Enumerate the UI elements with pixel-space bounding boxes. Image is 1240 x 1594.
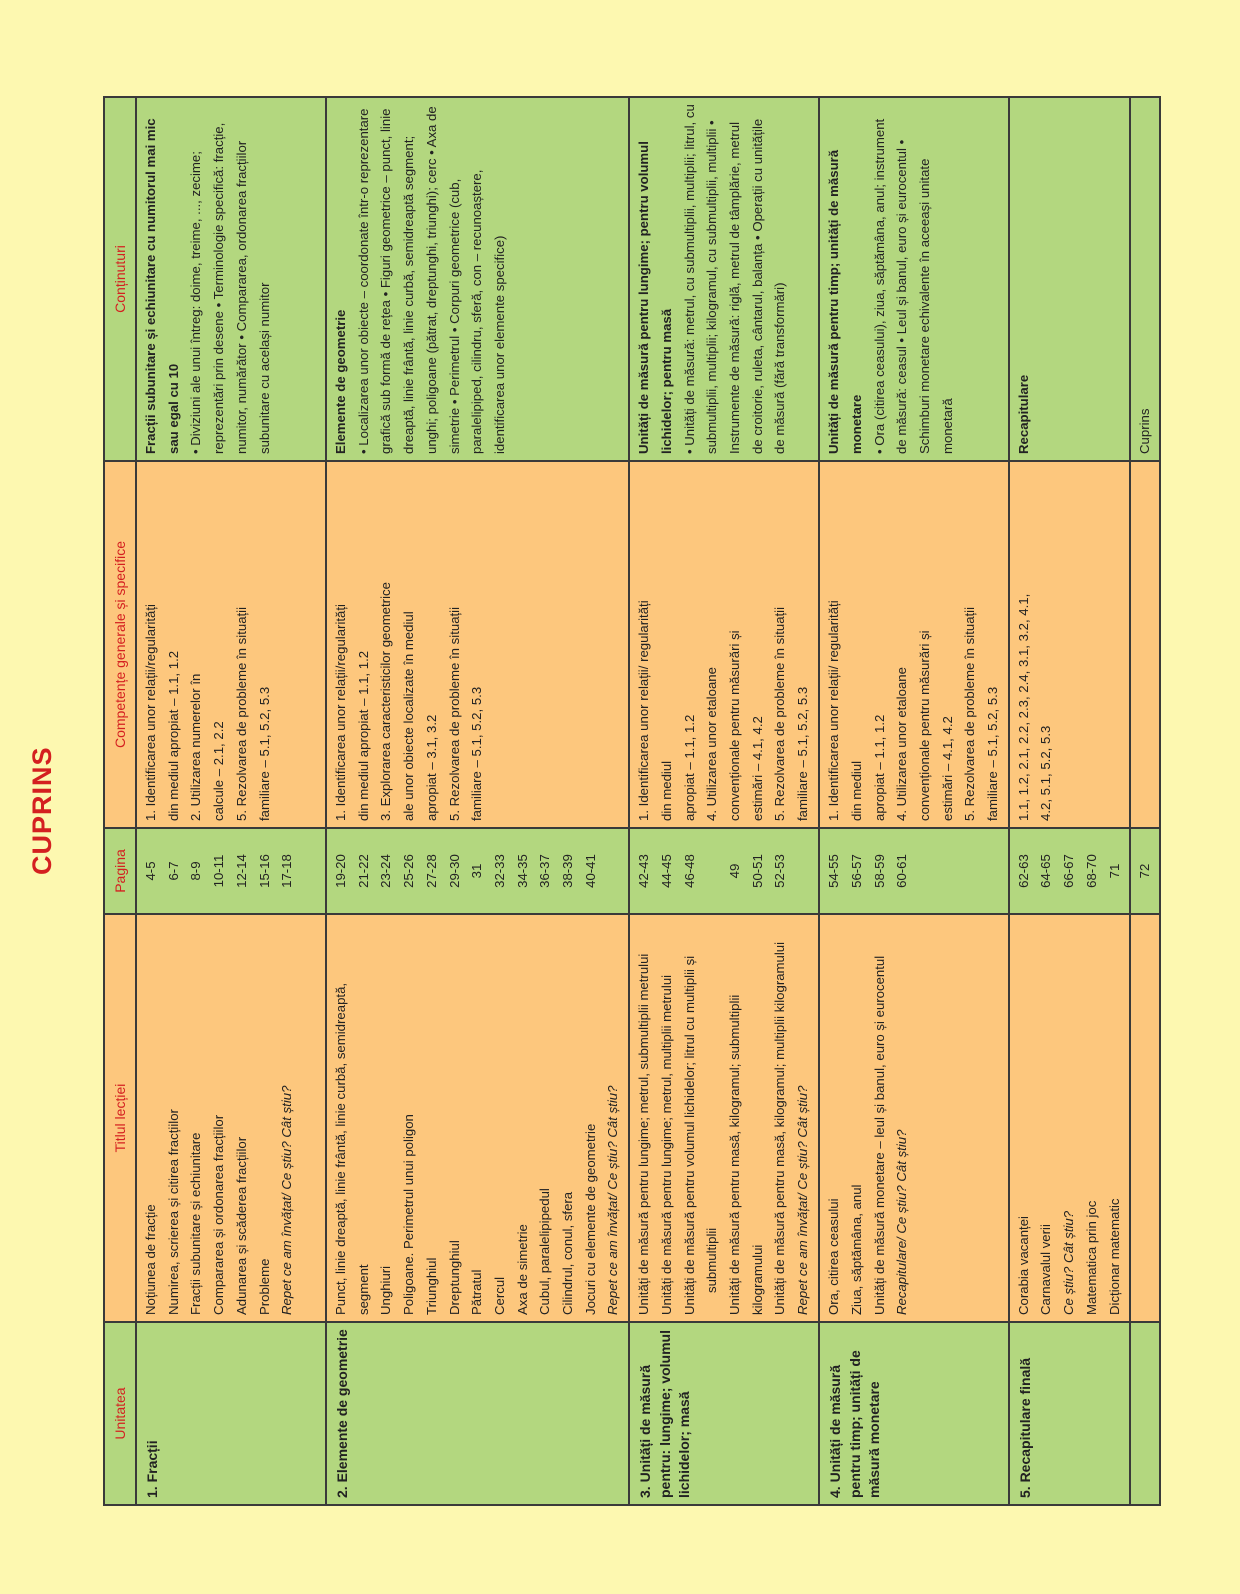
footer-competencies-cell	[1130, 461, 1160, 828]
page-title: CUPRINS	[27, 746, 57, 875]
lesson-title: Unități de măsură pentru lungime; metrul, multiplii metrului	[658, 974, 674, 1315]
contents-text: • Localizarea unor obiecte – coordonate într-o reprezentare grafică sub formă de rețea • Figuri geometrice – punct, linie dreaptă, linie frântă, linie curbă, semidreaptă segment; unghi; poligoane (pătrat, dreptunghi, triunghi); cerc • Axa de simetrie • Perimetrul • Corpuri geometrice (cub, paralelipiped, cilindru, sferă, con – recunoaștere, identificarea unor elemente specifice)	[355, 106, 507, 454]
competency-line: 1. Identificarea unor relații/ regularități	[636, 600, 652, 821]
unit-row	[629, 97, 819, 1505]
competency-line: familiare – 5.1, 5.2, 5.3	[256, 686, 272, 821]
competency-line: 2. Utilizarea numerelor în	[188, 673, 204, 821]
lesson-page: 27-28	[423, 854, 439, 888]
competency-line: 4.2, 5.1, 5.2, 5.3	[1038, 725, 1054, 821]
contents-text: • Ora (citirea ceasului), ziua, săptămâna, anul; instrument de măsură: ceasul • Leul și banul, euro și eurocentul • Schimburi monetare echivalente în aceeași unitate monetară	[871, 118, 955, 454]
competency-line: din mediul	[658, 760, 674, 821]
header-unit: Unitatea	[104, 1322, 136, 1505]
competency-line: familiare – 5.1, 5.2, 5.3	[985, 686, 1001, 821]
unit-row	[326, 97, 629, 1505]
lesson-title: Cilindrul, conul, sfera	[560, 1191, 576, 1315]
lesson-list	[1009, 914, 1131, 1322]
lesson-page: 10-11	[211, 854, 227, 888]
competencies-cell	[326, 461, 629, 828]
lesson-title: Unități de măsură monetare – leul și banul, euro și eurocentul	[871, 955, 887, 1315]
lesson-title: Ziua, săptămâna, anul	[848, 1184, 864, 1315]
contents-text: • Unități de măsură: metrul, cu submultiplii, multiplii; litrul, cu submultiplii, multiplii; kilogramul, cu submultiplii, multiplii • Instrumente de măsură: riglă, metrul de tâmplărie, metrul de croitorie, ruleta, cântarul, balanța • Operații cu unitățile de măsură (fără transformări)	[681, 104, 788, 454]
competency-line: familiare – 5.1, 5.2, 5.3	[469, 686, 485, 821]
footer-row	[1130, 97, 1160, 1505]
lesson-page: 38-39	[560, 854, 576, 888]
footer-lesson-cell	[1130, 914, 1160, 1322]
lesson-page: 4-5	[143, 861, 158, 881]
lesson-title: Unități de măsură pentru volumul lichidelor; litrul cu multiplii și	[681, 955, 697, 1315]
lesson-title: kilogramului	[749, 1244, 765, 1315]
contents-title: Fracții subunitare și echiunitare cu numitorul mai mic sau egal cu 10	[143, 118, 181, 454]
lesson-list	[629, 914, 819, 1322]
competency-line: 4. Utilizarea unor etaloane	[704, 667, 720, 821]
lesson-page	[602, 835, 625, 907]
competency-line: apropiat – 1.1, 1.2	[681, 714, 697, 821]
competency-line: din mediul apropiat – 1.1, 1.2	[165, 650, 181, 821]
page-list	[1009, 828, 1131, 914]
lesson-title: segment	[355, 1264, 371, 1315]
unit-name: 4. Unități de măsură pentru timp; unități de măsură monetare	[819, 1322, 1009, 1505]
competency-line: din mediul	[848, 760, 864, 821]
competency-line: 4. Utilizarea unor etaloane	[894, 667, 910, 821]
contents-table-wrapper	[103, 98, 1152, 1506]
competency-line: 1. Identificarea unor relații/regularități	[333, 604, 348, 821]
header-lesson: Titlul lecției	[104, 914, 136, 1322]
competency-line: apropiat – 1.1, 1.2	[871, 714, 887, 821]
lesson-title: Ce știu? Cât știu?	[1061, 1210, 1077, 1315]
unit-row	[819, 97, 1009, 1505]
competency-line: convenționale pentru măsurări și	[726, 630, 742, 821]
lesson-page: 31	[469, 863, 485, 879]
competency-line: estimări – 4.1, 4.2	[939, 716, 955, 821]
lesson-page: 32-33	[491, 854, 507, 888]
page-list	[629, 828, 819, 914]
competency-line: familiare – 5.1, 5.2, 5.3	[795, 686, 811, 821]
lesson-page: 60-61	[894, 854, 910, 888]
competency-line: 5. Rezolvarea de probleme în situații	[233, 606, 249, 821]
lesson-page: 64-65	[1038, 854, 1054, 888]
lesson-title: Unități de măsură pentru lungime; metrul, submultiplii metrului	[636, 953, 652, 1315]
unit-name: 3. Unități de măsură pentru: lungime; volumul lichidelor; masă	[629, 1322, 819, 1505]
competencies-cell	[136, 461, 326, 828]
lesson-page: 66-67	[1061, 854, 1077, 888]
competency-line: estimări – 4.1, 4.2	[749, 716, 765, 821]
competency-line: 5. Rezolvarea de probleme în situații	[446, 606, 462, 821]
lesson-title: Unități de măsură pentru masă, kilogramul; multiplii kilogramului	[772, 941, 788, 1315]
competencies-cell	[819, 461, 1009, 828]
lesson-list	[819, 914, 1009, 1322]
lesson-title: Noțiunea de fracție	[143, 1204, 158, 1315]
lesson-page: 44-45	[658, 854, 674, 888]
lesson-title: Punct, linie dreaptă, linie frântă, linie curbă, semidreaptă,	[333, 982, 348, 1315]
lesson-page: 25-26	[401, 854, 417, 888]
contents-cell	[819, 97, 1009, 461]
lesson-page: 56-57	[848, 854, 864, 888]
lesson-title: Carnavalul verii	[1038, 1224, 1054, 1315]
competency-line: 3. Explorarea caracteristicilor geometrice	[378, 582, 394, 821]
header-row	[104, 97, 136, 1505]
lesson-title: Jocuri cu elemente de geometrie	[582, 1123, 598, 1315]
lesson-title: Poligoane. Perimetrul unui poligon	[401, 1114, 417, 1315]
lesson-title: Cubul, paralelipipedul	[537, 1188, 553, 1315]
competency-line: 1. Identificarea unor relații/regularități	[143, 604, 158, 821]
footer-page: 72	[1130, 828, 1160, 914]
lesson-page: 36-37	[537, 854, 553, 888]
contents-text: • Diviziuni ale unui întreg: doime, treime, ..., zecime; reprezentări prin desene • Terminologie specifică: fracție, numitor, numărător • Compararea, ordonarea fracțiilor subunitare cu același numitor	[188, 122, 272, 454]
lesson-title: Recapitulare/ Ce știu? Cât știu?	[894, 1129, 910, 1315]
competency-line: 1. Identificarea unor relații/ regularități	[826, 600, 842, 821]
footer-contents: Cuprins	[1130, 97, 1160, 461]
competencies-cell	[629, 461, 819, 828]
contents-cell	[629, 97, 819, 461]
lesson-title: Pătratul	[469, 1269, 485, 1315]
lesson-page: 15-16	[256, 854, 272, 888]
lesson-page: 8-9	[188, 861, 204, 881]
page-list	[819, 828, 1009, 914]
page-list	[326, 828, 629, 914]
lesson-page: 54-55	[826, 854, 842, 888]
contents-table	[103, 96, 1161, 1506]
lesson-title: Matematica prin joc	[1083, 1200, 1099, 1315]
page-list	[136, 828, 326, 914]
lesson-title: Corabia vacanței	[1015, 1216, 1031, 1315]
lesson-title: Unități de măsură pentru masă, kilogramul; submultiplii	[726, 994, 742, 1315]
lesson-title: Fracții subunitare și echiunitare	[188, 1132, 204, 1315]
contents-title: Unități de măsură pentru lungime; pentru volumul lichidelor; pentru masă	[636, 141, 674, 454]
table-body	[136, 97, 1160, 1505]
lesson-page: 46-48	[681, 854, 697, 888]
contents-cell	[136, 97, 326, 461]
lesson-title: Axa de simetrie	[514, 1224, 530, 1315]
competency-line: convenționale pentru măsurări și	[916, 630, 932, 821]
lesson-title: Numirea, scrierea și citirea fracțiilor	[165, 1109, 181, 1315]
lesson-title: Dicționar matematic	[1106, 1198, 1122, 1315]
lesson-title: Repet ce am învățat/ Ce știu? Cât știu?	[795, 1085, 811, 1315]
lesson-list	[136, 914, 326, 1322]
competency-line: din mediul apropiat – 1.1, 1.2	[355, 650, 371, 821]
lesson-title: Cercul	[491, 1276, 507, 1315]
contents-cell	[1009, 97, 1131, 461]
lesson-page: 71	[1106, 863, 1122, 879]
contents-title: Unități de măsură pentru timp; unități de măsură monetare	[826, 149, 864, 454]
lesson-title: Adunarea și scăderea fracțiilor	[233, 1136, 249, 1315]
header-contents: Conținuturi	[104, 97, 136, 461]
unit-row	[136, 97, 326, 1505]
contents-cell	[326, 97, 629, 461]
lesson-page: 62-63	[1015, 854, 1031, 888]
lesson-page: 68-70	[1083, 854, 1099, 888]
lesson-page: 29-30	[446, 854, 462, 888]
lesson-title: Dreptunghiul	[446, 1240, 462, 1315]
lesson-title: Repet ce am învățat/ Ce știu? Cât știu?	[605, 1085, 621, 1315]
lesson-page: 49	[726, 863, 742, 879]
unit-row	[1009, 97, 1131, 1505]
lesson-title: Repet ce am învățat/ Ce știu? Cât știu?	[279, 1085, 295, 1315]
footer-unit-cell	[1130, 1322, 1160, 1505]
lesson-title: Probleme	[256, 1258, 272, 1315]
lesson-page	[701, 835, 724, 907]
competency-line: 5. Rezolvarea de probleme în situații	[962, 606, 978, 821]
competency-line: calcule – 2.1, 2.2	[211, 721, 227, 821]
competency-line: 5. Rezolvarea de probleme în situații	[772, 606, 788, 821]
lesson-title: Unghiuri	[378, 1265, 394, 1315]
lesson-title: Compararea și ordonarea fracțiilor	[211, 1114, 227, 1315]
competency-line: 1.1, 1.2, 2.1, 2.2, 2.3, 2.4, 3.1, 3.2, 4.1,	[1015, 593, 1031, 821]
lesson-list	[326, 914, 629, 1322]
lesson-page: 12-14	[233, 854, 249, 888]
competency-line: apropiat – 3.1, 3.2	[423, 714, 439, 821]
lesson-page: 21-22	[355, 854, 371, 888]
header-competencies: Competențe generale și specifice	[104, 461, 136, 828]
contents-title: Elemente de geometrie	[333, 309, 348, 454]
lesson-page: 42-43	[636, 854, 652, 888]
lesson-page: 6-7	[165, 861, 181, 881]
unit-name: 1. Fracții	[136, 1322, 326, 1505]
header-page: Pagina	[104, 828, 136, 914]
lesson-page	[792, 835, 815, 907]
lesson-page: 19-20	[333, 854, 348, 888]
unit-name: 2. Elemente de geometrie	[326, 1322, 629, 1505]
competency-line: ale unor obiecte localizate în mediul	[401, 611, 417, 821]
lesson-title: Ora, citirea ceasului	[826, 1198, 842, 1315]
lesson-page: 40-41	[582, 854, 598, 888]
lesson-page: 50-51	[749, 854, 765, 888]
lesson-title: Triunghiul	[423, 1257, 439, 1315]
lesson-page: 23-24	[378, 854, 394, 888]
lesson-page: 58-59	[871, 854, 887, 888]
unit-name: 5. Recapitulare finală	[1009, 1322, 1131, 1505]
lesson-page: 17-18	[279, 854, 295, 888]
contents-title: Recapitulare	[1015, 374, 1031, 454]
lesson-title: submultiplii	[704, 1227, 720, 1293]
lesson-page: 52-53	[772, 854, 788, 888]
lesson-page: 34-35	[514, 854, 530, 888]
competencies-cell	[1009, 461, 1131, 828]
